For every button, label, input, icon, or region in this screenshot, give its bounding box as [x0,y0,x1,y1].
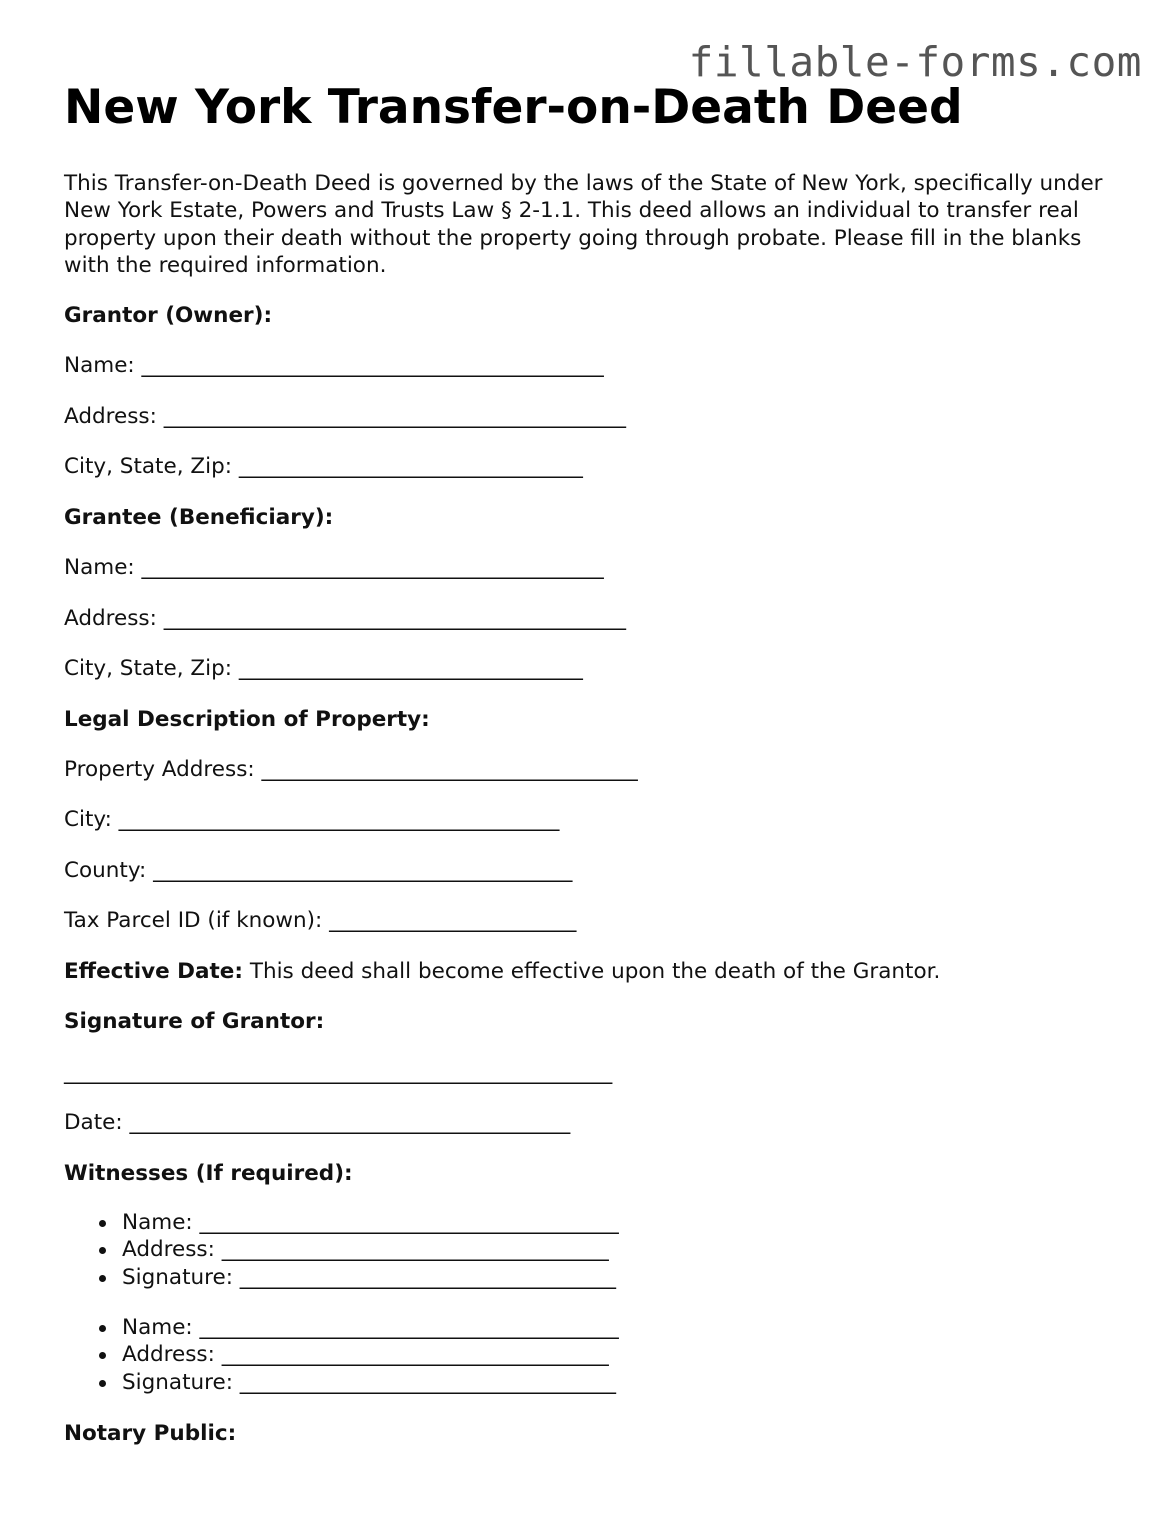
property-county-field[interactable]: County: _______________________________________ [64,858,573,883]
grantee-address-field[interactable]: Address: ___________________________________________ [64,606,626,631]
signature-date-field[interactable]: Date: _________________________________________ [64,1110,571,1135]
grantee-name-field[interactable]: Name: ___________________________________________ [64,555,604,580]
witness-1-list [64,1209,619,1291]
grantor-heading: Grantor (Owner): [64,303,273,328]
witness-1-signature-field[interactable]: Signature: ___________________________________ [64,1264,619,1291]
grantor-city-state-zip-field[interactable]: City, State, Zip: ________________________________ [64,454,583,479]
watermark-fillable-forms: fillable-forms.com [688,38,1142,86]
witnesses-heading: Witnesses (If required): [64,1161,353,1186]
witness-1-address-field[interactable]: Address: ____________________________________ [64,1236,619,1263]
notary-heading: Notary Public: [64,1421,237,1446]
property-heading: Legal Description of Property: [64,707,430,732]
intro-paragraph: This Transfer-on-Death Deed is governed by the laws of the State of New York, specifically under New York Estate, Powers and Trusts Law § 2-1.1. This deed allows an individual to transfer real property upon their death without the property going through probate. Please fill in the blanks with the required information. [64,171,1103,278]
property-address-field[interactable]: Property Address: ___________________________________ [64,757,638,782]
witness-2-list [64,1314,619,1396]
grantee-city-state-zip-field[interactable]: City, State, Zip: ________________________________ [64,656,583,681]
tax-parcel-id-field[interactable]: Tax Parcel ID (if known): _______________________ [64,908,577,933]
grantor-name-field[interactable]: Name: ___________________________________________ [64,353,604,378]
grantor-address-field[interactable]: Address: ___________________________________________ [64,404,626,429]
document-title: New York Transfer-on-Death Deed [64,80,963,135]
witness-2-address-field[interactable]: Address: ____________________________________ [64,1341,619,1368]
property-city-field[interactable]: City: _________________________________________ [64,807,560,832]
grantee-heading: Grantee (Beneficiary): [64,505,334,530]
witness-2-name-field[interactable]: Name: _______________________________________ [64,1314,619,1341]
effective-date-text: This deed shall become effective upon the death of the Grantor. [242,959,941,984]
witness-1-name-field[interactable]: Name: _______________________________________ [64,1209,619,1236]
effective-date-statement [64,958,940,985]
signature-heading: Signature of Grantor: [64,1009,325,1034]
grantor-signature-field[interactable]: ___________________________________________________ [64,1060,613,1085]
effective-date-label: Effective Date: [64,959,243,984]
witness-2-signature-field[interactable]: Signature: ___________________________________ [64,1369,619,1396]
